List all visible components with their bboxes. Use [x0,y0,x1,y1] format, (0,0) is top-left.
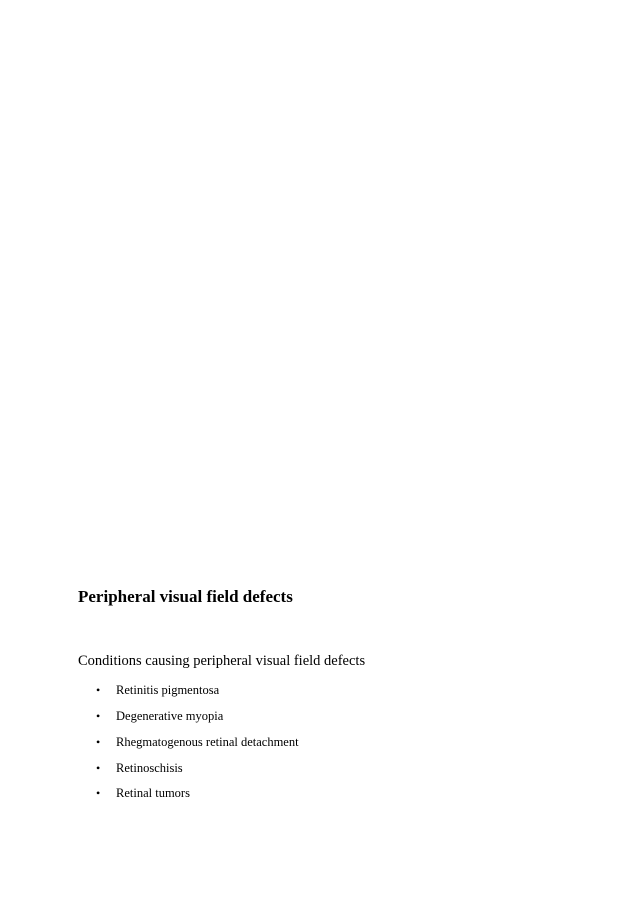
section-heading: Peripheral visual field defects [78,587,293,606]
list-item-text: Rhegmatogenous retinal detachment [116,734,299,749]
intro-text: Conditions causing peripheral visual field defects [78,653,366,669]
list-item [96,678,299,704]
list-item [96,781,299,807]
bullet-icon: • [96,683,101,698]
list-item [96,704,299,730]
bullet-icon: • [96,734,101,749]
bullet-icon: • [96,760,101,775]
list-item-text: Retinal tumors [116,786,190,801]
list-item [96,730,299,756]
list-item-text: Degenerative myopia [116,709,224,724]
list-item [96,755,299,781]
conditions-list [96,678,299,807]
list-item-text: Retinoschisis [116,760,183,775]
bullet-icon: • [96,709,101,724]
list-item-text: Retinitis pigmentosa [116,683,220,698]
bullet-icon: • [96,786,101,801]
